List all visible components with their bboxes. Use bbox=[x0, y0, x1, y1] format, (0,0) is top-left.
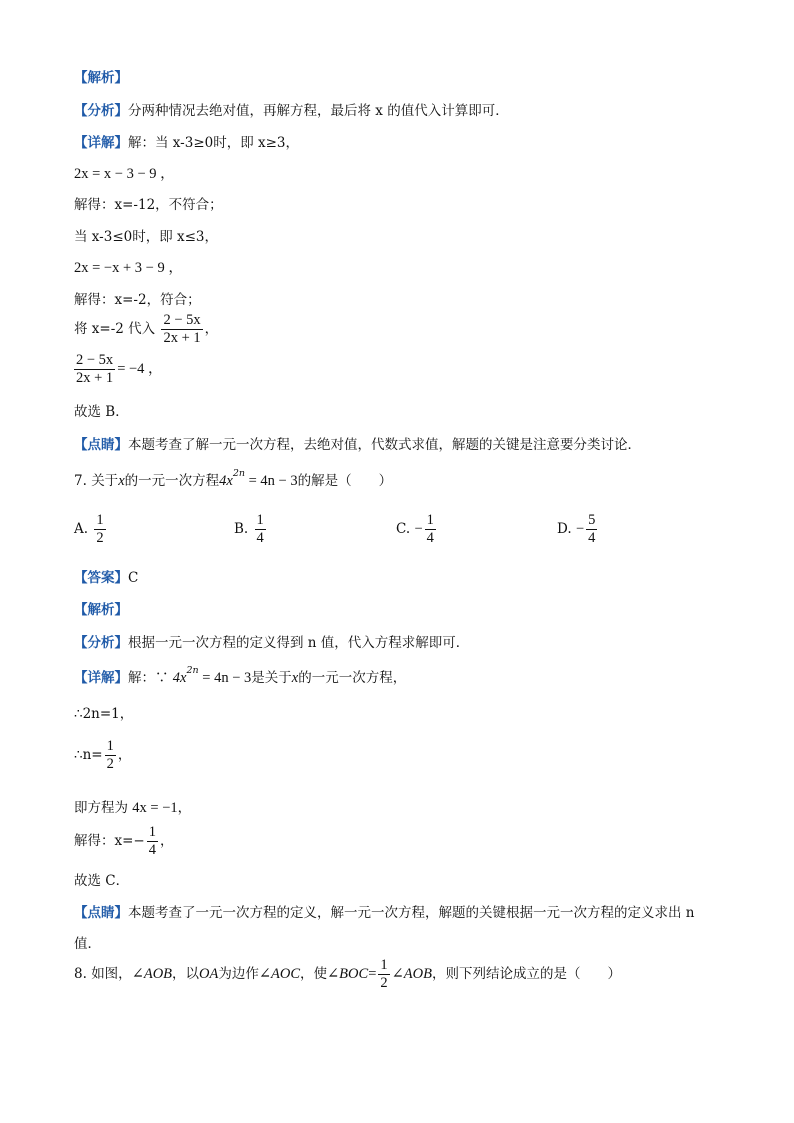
solution-case2: 解得：x=-2，符合； bbox=[74, 292, 201, 308]
answer-line-2: 故选 C． bbox=[74, 873, 130, 889]
detail-line-1: 【详解】解：当 x-3≥0时，即 x≥3， bbox=[74, 135, 300, 151]
substitution-line: 将 x=-2 代入 $\frac{2 - 5x}{2x + 1}$ ， bbox=[74, 312, 219, 346]
comment-line-2-cont: 值． bbox=[74, 936, 101, 952]
question-7-stem: 7. 关于x的一元一次方程$4x^{2n} = 4n - 3$的解是（ ） bbox=[74, 468, 393, 489]
step-solution: 解得：x=− $\frac{1}{4}$ ， bbox=[74, 824, 174, 858]
option-a[interactable]: A. $\frac{1}{2}$ bbox=[74, 512, 104, 546]
comment-line-2: 【点睛】本题考查了一元一次方程的定义，解一元一次方程，解题的关键根据一元一次方程的定义求出 n bbox=[74, 905, 695, 921]
detail-line-2: 【详解】解：∵ $4x^{2n} = 4n - 3$是关于x的一元一次方程， bbox=[74, 665, 407, 686]
option-b[interactable]: B. $\frac{1}{4}$ bbox=[234, 512, 264, 546]
analysis-line-1: 【分析】分两种情况去绝对值，再解方程，最后将 x 的值代入计算即可． bbox=[74, 103, 509, 119]
equation-case2: 2x = −x + 3 − 9 ， bbox=[74, 260, 183, 276]
answer-label: 【答案】C bbox=[74, 570, 139, 586]
comment-line-1: 【点睛】本题考查了解一元一次方程，去绝对值，代数式求值，解题的关键是注意要分类讨论． bbox=[74, 437, 641, 453]
question-8-stem: 8. 如图，∠AOB，以OA为边作∠AOC，使∠BOC= $\frac{1}{2}$ ∠AOB，则下列结论成立的是（ ） bbox=[74, 957, 621, 991]
analysis-line-2: 【分析】根据一元一次方程的定义得到 n 值，代入方程求解即可． bbox=[74, 635, 470, 651]
option-c[interactable]: C. − $\frac{1}{4}$ bbox=[396, 512, 434, 546]
analysis-heading-2: 【解析】 bbox=[74, 602, 128, 618]
analysis-heading-1: 【解析】 bbox=[74, 70, 128, 86]
option-d[interactable]: D. − $\frac{5}{4}$ bbox=[557, 512, 596, 546]
expression-fraction: $\frac{2 - 5x}{2x + 1}$ bbox=[163, 312, 201, 346]
equation-case1: 2x = x − 3 − 9 ， bbox=[74, 166, 175, 182]
evaluation-fraction: $\frac{2 - 5x}{2x + 1}$ bbox=[76, 352, 114, 386]
step-2n: ∴2n=1， bbox=[74, 706, 134, 722]
answer-line-1: 故选 B． bbox=[74, 404, 129, 420]
step-equation: 即方程为 4x = −1， bbox=[74, 800, 192, 816]
step-n-value: ∴n= $\frac{1}{2}$ ， bbox=[74, 738, 132, 772]
evaluation-line: $\frac{2 - 5x}{2x + 1}$ = −4 ， bbox=[76, 352, 163, 386]
solution-case1: 解得：x=-12，不符合； bbox=[74, 197, 223, 213]
condition-case2: 当 x-3≤0时，即 x≤3， bbox=[74, 229, 219, 245]
